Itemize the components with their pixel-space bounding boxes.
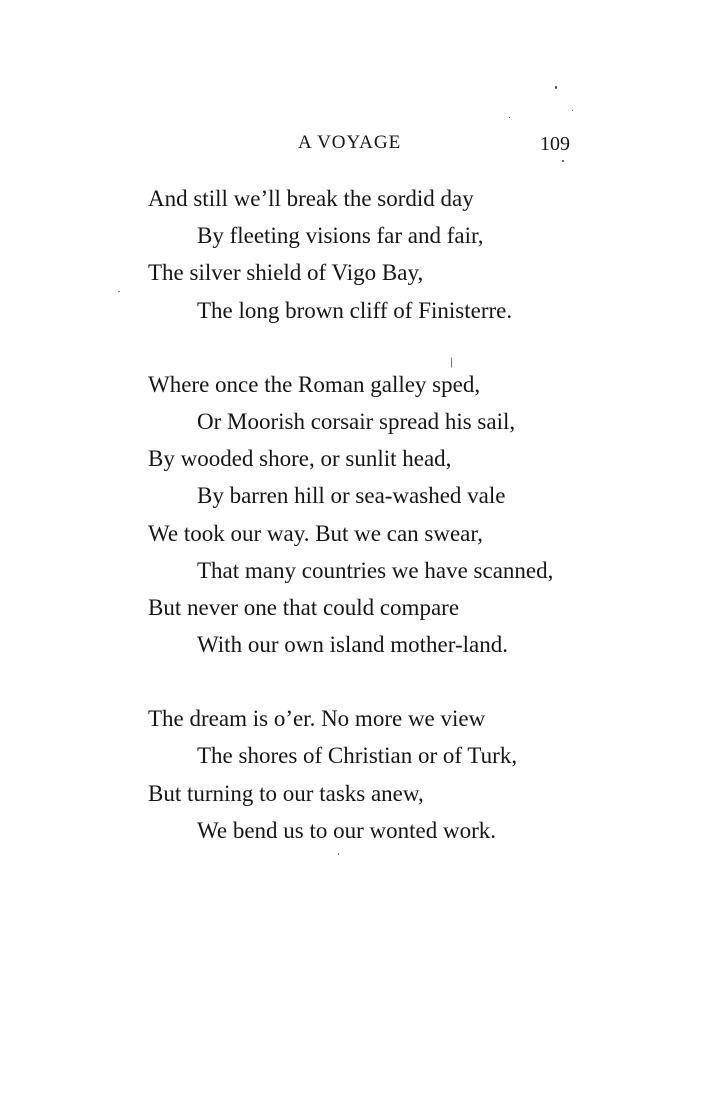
poem-line: The dream is o’er. No more we view: [148, 706, 486, 732]
scan-speck: [555, 86, 557, 89]
running-title: A VOYAGE: [298, 132, 402, 153]
poem-line: But turning to our tasks anew,: [148, 780, 424, 806]
poem-line: With our own island mother-land.: [197, 632, 508, 658]
scan-speck: [562, 160, 564, 162]
poem-line: Where once the Roman galley sped,: [148, 371, 481, 397]
poem-line: And still we’ll break the sordid day: [148, 186, 474, 211]
poem-line: By barren hill or sea-washed vale: [197, 483, 506, 509]
poem-line: We took our way. But we can swear,: [148, 520, 483, 546]
scan-speck: [509, 117, 510, 118]
poem-line: By wooded shore, or sunlit head,: [148, 446, 452, 472]
page-number: 109: [540, 133, 570, 155]
poem-line: The shores of Christian or of Turk,: [197, 743, 518, 769]
poem-line: Or Moorish corsair spread his sail,: [197, 408, 516, 434]
running-head: [0, 132, 721, 158]
scan-speck: [338, 853, 339, 855]
poem-line: We bend us to our wonted work.: [197, 817, 497, 843]
scan-speck: [572, 110, 573, 111]
poem-line: The silver shield of Vigo Bay,: [148, 260, 424, 286]
poem-line: The long brown cliff of Finisterre.: [197, 297, 513, 323]
poem-line: That many countries we have scanned,: [197, 557, 554, 583]
scan-speck: [118, 291, 120, 292]
stanza: [148, 700, 588, 849]
stray-accent-mark: /: [447, 355, 457, 372]
stanza: [148, 180, 588, 329]
poem-line: By fleeting visions far and fair,: [197, 223, 484, 249]
stanza: [148, 366, 588, 664]
poem: [148, 180, 588, 886]
poem-line: But never one that could compare: [148, 594, 460, 620]
